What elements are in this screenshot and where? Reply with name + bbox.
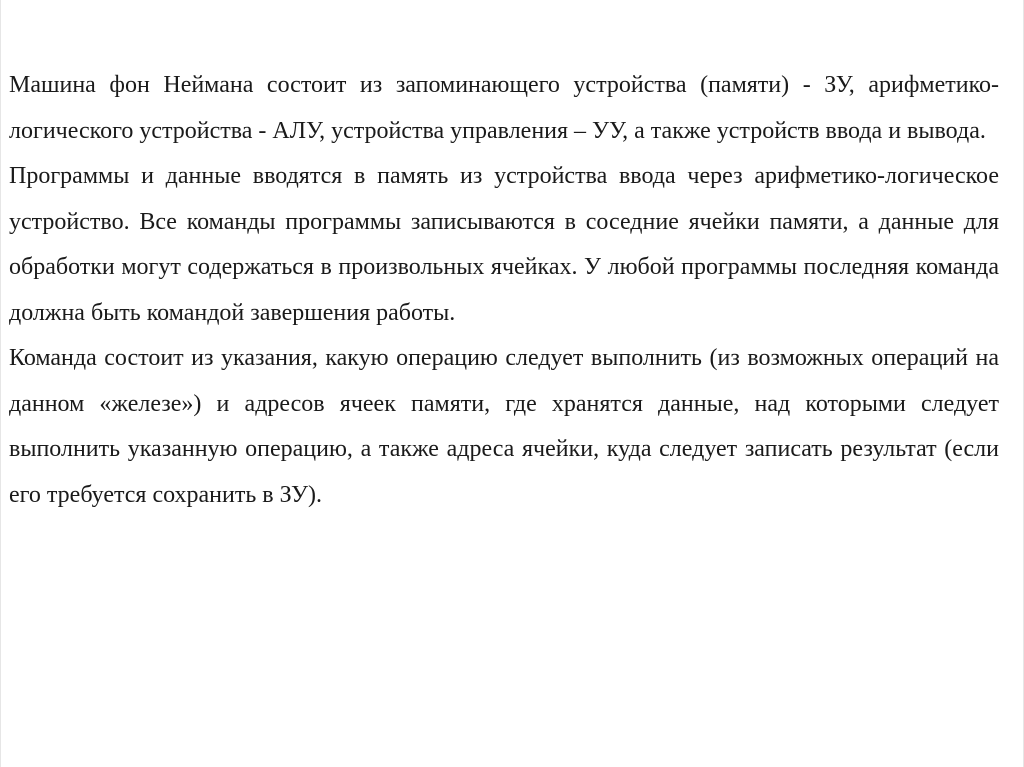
paragraph-von-neumann-components: Машина фон Неймана состоит из запоминающего устройства (памяти) - ЗУ, арифметико-логического устройства - АЛУ, устройства управления – УУ, а также устройств ввода и вывода. <box>9 72 999 144</box>
paragraph-programs-and-data: Программы и данные вводятся в память из устройства ввода через арифметико-логическое устройство. Все команды программы записываются в соседние ячейки памяти, а данные для обработки могут содержаться в произвольных ячейках. У любой программы последняя команда должна быть командой завершения работы. <box>9 163 999 326</box>
paragraph-command-structure: Команда состоит из указания, какую операцию следует выполнить (из возможных операций на данном «железе») и адресов ячеек памяти, где хранятся данные, над которыми следует выполнить указанную операцию, а также адреса ячейки, куда следует записать результат (если его требуется сохранить в ЗУ). <box>9 345 999 508</box>
slide-text-block <box>9 63 999 518</box>
